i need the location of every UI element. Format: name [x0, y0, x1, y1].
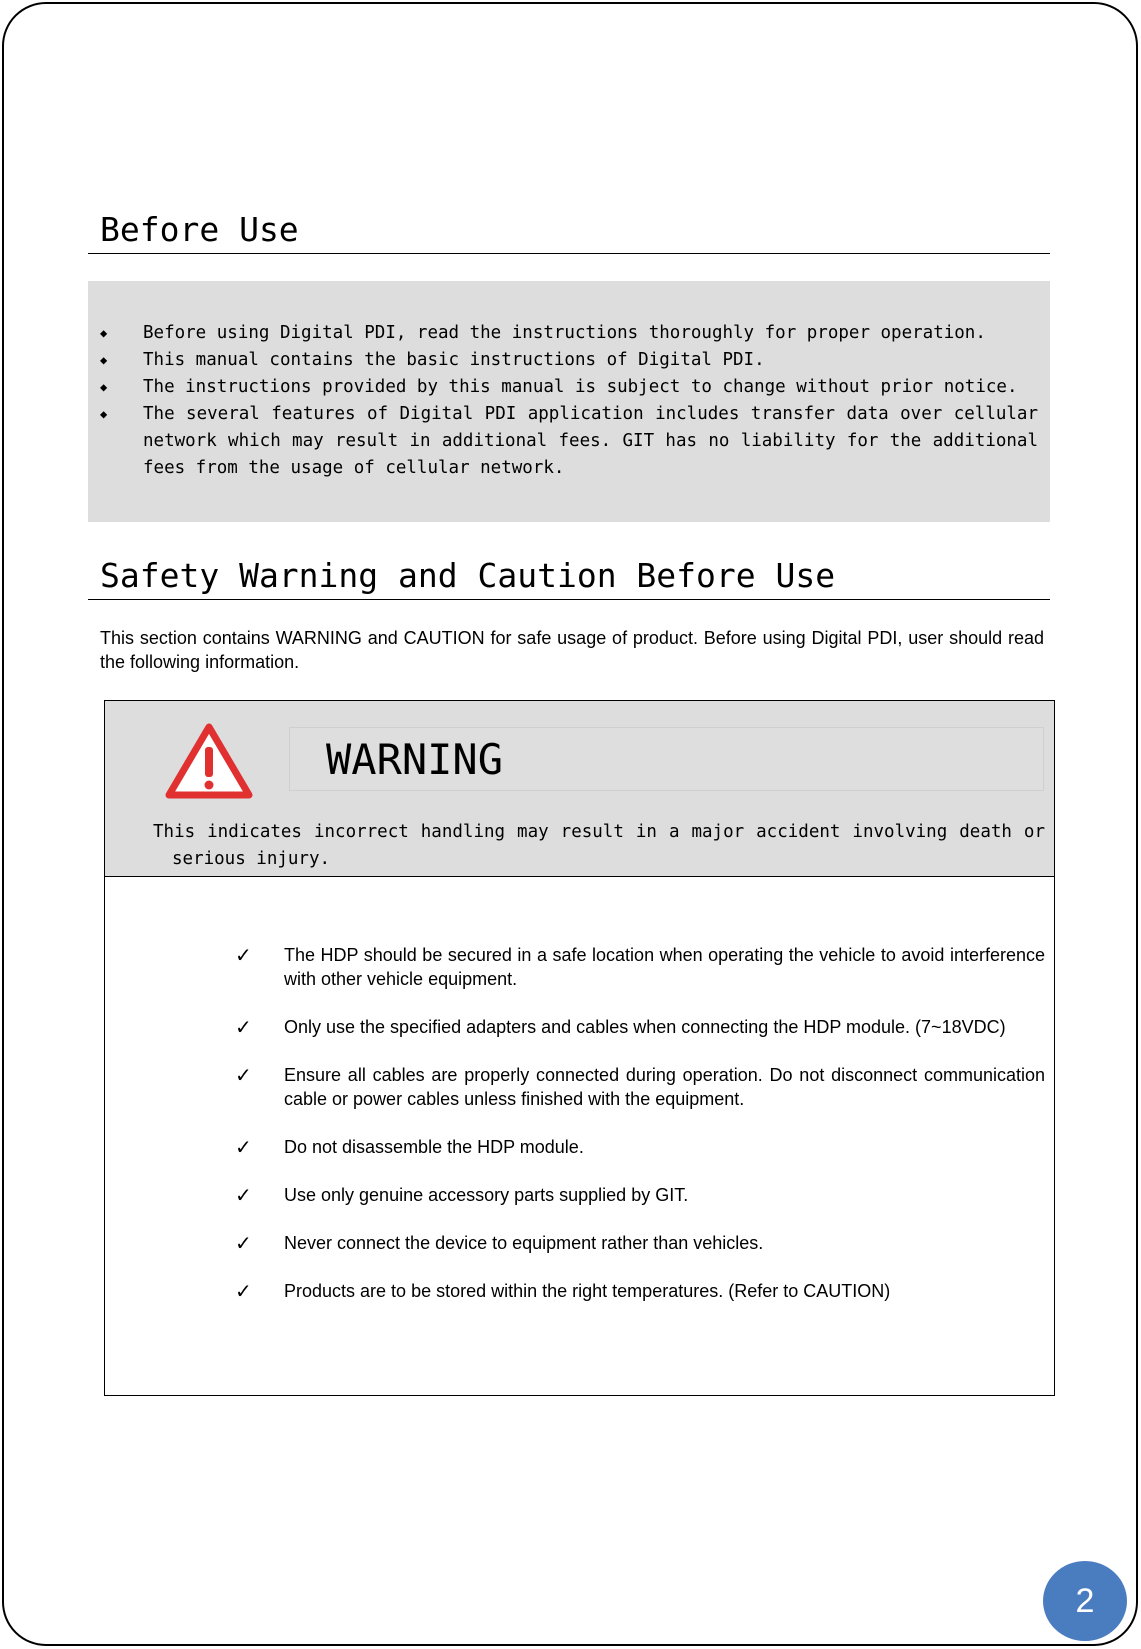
diamond-bullet-icon: ◆ [100, 407, 108, 421]
bullet-text: The several features of Digital PDI application includes transfer data over cellular network which may result in additional fees. GIT has no liability for the additional fees from the usage of cellular network. [143, 404, 1038, 478]
checkmark-icon: ✓ [235, 1231, 252, 1255]
warning-description-line: This indicates incorrect handling may result in a major accident involving death or [153, 822, 1045, 842]
warning-description [153, 819, 1045, 873]
list-item [235, 1135, 1045, 1159]
checkmark-icon: ✓ [235, 1063, 252, 1087]
warning-label-box [289, 727, 1044, 791]
before-use-list [100, 320, 1038, 482]
list-item [235, 1183, 1045, 1207]
checkmark-icon: ✓ [235, 1279, 252, 1303]
warning-triangle-icon [165, 721, 253, 801]
section-title-before-use: Before Use [88, 210, 1050, 254]
list-item [100, 347, 1038, 374]
list-item [235, 943, 1045, 991]
warning-box [104, 700, 1055, 1396]
list-item [235, 1015, 1045, 1039]
warning-label: WARNING [326, 735, 504, 784]
bullet-text: This manual contains the basic instructions of Digital PDI. [143, 350, 765, 370]
warning-description-line: serious injury. [172, 849, 331, 869]
check-text: Use only genuine accessory parts supplied by GIT. [284, 1185, 689, 1205]
checkmark-icon: ✓ [235, 1135, 252, 1159]
section-title-safety: Safety Warning and Caution Before Use [88, 556, 1050, 600]
checkmark-icon: ✓ [235, 1183, 252, 1207]
check-text: Ensure all cables are properly connected during operation. Do not disconnect communication cable or power cables unless finished with the equipment. [284, 1065, 1045, 1109]
check-text: Do not disassemble the HDP module. [284, 1137, 584, 1157]
check-text: The HDP should be secured in a safe location when operating the vehicle to avoid interference with other vehicle equipment. [284, 945, 1045, 989]
checkmark-icon: ✓ [235, 1015, 252, 1039]
warning-check-list [235, 943, 1045, 1327]
list-item [100, 320, 1038, 347]
checkmark-icon: ✓ [235, 943, 252, 967]
list-item [235, 1279, 1045, 1303]
list-item [100, 401, 1038, 482]
page-number-badge: 2 [1043, 1561, 1127, 1641]
diamond-bullet-icon: ◆ [100, 326, 108, 340]
diamond-bullet-icon: ◆ [100, 353, 108, 367]
check-text: Only use the specified adapters and cables when connecting the HDP module. (7~18VDC) [284, 1017, 1006, 1037]
safety-intro: This section contains WARNING and CAUTION for safe usage of product. Before using Digital PDI, user should read the following information. [100, 628, 1044, 672]
list-item [100, 374, 1038, 401]
diamond-bullet-icon: ◆ [100, 380, 108, 394]
warning-header [105, 701, 1054, 877]
bullet-text: Before using Digital PDI, read the instructions thoroughly for proper operation. [143, 323, 986, 343]
check-text: Products are to be stored within the right temperatures. (Refer to CAUTION) [284, 1281, 891, 1301]
bullet-text: The instructions provided by this manual is subject to change without prior notice. [143, 377, 1018, 397]
list-item [235, 1231, 1045, 1255]
check-text: Never connect the device to equipment rather than vehicles. [284, 1233, 764, 1253]
list-item [235, 1063, 1045, 1111]
